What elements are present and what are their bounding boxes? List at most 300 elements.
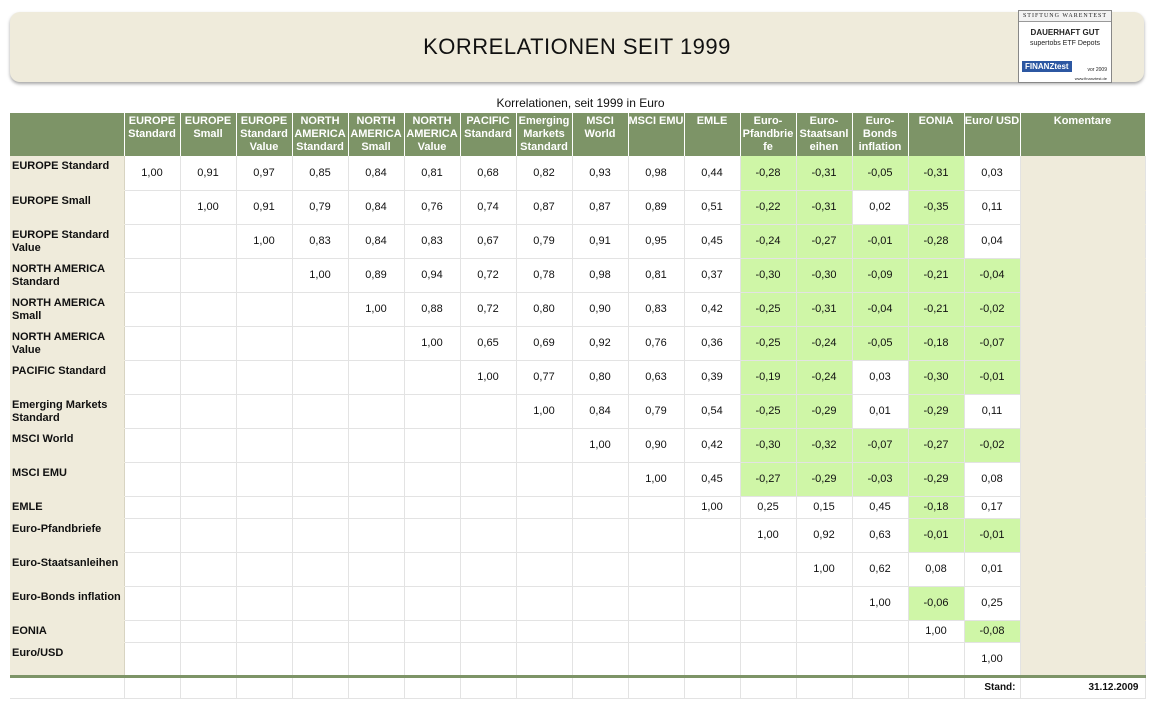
column-header: MSCI EMU	[628, 113, 684, 156]
row-label: MSCI World	[10, 428, 124, 462]
column-header: Euro/ USD	[964, 113, 1020, 156]
correlation-cell: -0,01	[908, 518, 964, 552]
correlation-cell: -0,07	[852, 428, 908, 462]
correlation-cell: -0,21	[908, 292, 964, 326]
correlation-cell: 0,83	[404, 224, 460, 258]
correlation-cell	[236, 292, 292, 326]
correlation-cell: -0,05	[852, 326, 908, 360]
correlation-cell: -0,21	[908, 258, 964, 292]
comment-cell	[1020, 496, 1145, 518]
correlation-cell: 0,97	[236, 156, 292, 190]
correlation-cell: -0,29	[908, 394, 964, 428]
correlation-cell: 0,08	[908, 552, 964, 586]
correlation-cell: -0,31	[796, 292, 852, 326]
correlation-cell	[180, 642, 236, 676]
page-title: KORRELATIONEN SEIT 1999	[423, 34, 731, 59]
correlation-cell: 1,00	[404, 326, 460, 360]
correlation-cell: 1,00	[180, 190, 236, 224]
correlation-cell: -0,24	[796, 326, 852, 360]
correlation-cell	[348, 394, 404, 428]
correlation-cell	[460, 462, 516, 496]
correlation-cell	[124, 360, 180, 394]
correlation-cell	[516, 642, 572, 676]
correlation-cell	[684, 620, 740, 642]
correlation-cell: -0,29	[908, 462, 964, 496]
correlation-cell	[180, 620, 236, 642]
correlation-cell	[460, 552, 516, 586]
correlation-cell: 1,00	[348, 292, 404, 326]
footer-cell	[740, 676, 796, 698]
correlation-cell	[124, 394, 180, 428]
row-label: EUROPE Standard	[10, 156, 124, 190]
table-row	[10, 642, 1145, 676]
correlation-cell: 0,44	[684, 156, 740, 190]
correlation-cell: 0,67	[460, 224, 516, 258]
correlation-cell	[180, 428, 236, 462]
correlation-cell	[684, 552, 740, 586]
correlation-cell: -0,27	[740, 462, 796, 496]
correlation-cell	[292, 642, 348, 676]
correlation-cell: 0,78	[516, 258, 572, 292]
correlation-cell: 0,82	[516, 156, 572, 190]
correlation-cell	[628, 496, 684, 518]
correlation-cell: 0,03	[964, 156, 1020, 190]
correlation-cell	[516, 462, 572, 496]
correlation-cell	[348, 462, 404, 496]
correlation-cell	[292, 518, 348, 552]
correlation-cell	[124, 642, 180, 676]
correlation-cell: 0,54	[684, 394, 740, 428]
header-corner	[10, 113, 124, 156]
correlation-cell	[180, 496, 236, 518]
column-header: PACIFIC Standard	[460, 113, 516, 156]
correlation-cell	[740, 642, 796, 676]
correlation-cell	[292, 462, 348, 496]
row-label: Euro-Staatsanleihen	[10, 552, 124, 586]
correlation-cell: 0,68	[460, 156, 516, 190]
correlation-cell: 0,91	[236, 190, 292, 224]
correlation-cell: 0,80	[572, 360, 628, 394]
correlation-cell: 0,84	[572, 394, 628, 428]
correlation-cell: 0,36	[684, 326, 740, 360]
column-header: NORTH AMERICA Value	[404, 113, 460, 156]
correlation-cell: 0,01	[852, 394, 908, 428]
footer-cell	[180, 676, 236, 698]
correlation-cell	[404, 360, 460, 394]
correlation-cell: -0,30	[740, 258, 796, 292]
correlation-cell: 0,62	[852, 552, 908, 586]
correlation-cell: 0,81	[404, 156, 460, 190]
correlation-cell: 1,00	[292, 258, 348, 292]
correlation-cell	[516, 586, 572, 620]
correlation-cell	[292, 360, 348, 394]
correlation-cell	[516, 496, 572, 518]
correlation-cell	[516, 552, 572, 586]
table-row	[10, 462, 1145, 496]
column-header: Emerging Markets Standard	[516, 113, 572, 156]
correlation-cell: -0,24	[740, 224, 796, 258]
correlation-cell: -0,01	[964, 518, 1020, 552]
correlation-cell: 0,17	[964, 496, 1020, 518]
correlation-cell	[124, 462, 180, 496]
correlation-cell: -0,27	[796, 224, 852, 258]
comment-cell	[1020, 586, 1145, 620]
correlation-cell	[292, 292, 348, 326]
table-row	[10, 552, 1145, 586]
correlation-cell: 0,87	[572, 190, 628, 224]
correlation-cell: 0,92	[572, 326, 628, 360]
correlation-cell: -0,27	[908, 428, 964, 462]
footer-cell	[908, 676, 964, 698]
correlation-cell: 0,42	[684, 292, 740, 326]
footer-cell	[572, 676, 628, 698]
correlation-cell	[740, 552, 796, 586]
comment-column-header: Komentare	[1020, 113, 1145, 156]
correlation-cell	[852, 620, 908, 642]
comment-cell	[1020, 190, 1145, 224]
correlation-cell	[460, 518, 516, 552]
row-label: EMLE	[10, 496, 124, 518]
correlation-cell: 0,72	[460, 292, 516, 326]
correlation-cell: 1,00	[964, 642, 1020, 676]
row-label: NORTH AMERICA Value	[10, 326, 124, 360]
correlation-cell	[236, 462, 292, 496]
correlation-cell	[124, 224, 180, 258]
correlation-cell	[180, 292, 236, 326]
correlation-cell: 0,02	[852, 190, 908, 224]
correlation-cell	[236, 552, 292, 586]
correlation-cell: 0,81	[628, 258, 684, 292]
correlation-cell: -0,22	[740, 190, 796, 224]
correlation-cell	[796, 586, 852, 620]
footer-cell	[516, 676, 572, 698]
correlation-cell	[404, 462, 460, 496]
correlation-cell: 0,94	[404, 258, 460, 292]
table-row	[10, 292, 1145, 326]
correlation-cell: -0,28	[908, 224, 964, 258]
column-header: Euro-Bonds inflation	[852, 113, 908, 156]
correlation-cell: -0,19	[740, 360, 796, 394]
correlation-cell: 0,98	[572, 258, 628, 292]
table-row	[10, 394, 1145, 428]
correlation-cell: -0,25	[740, 326, 796, 360]
correlation-cell: -0,18	[908, 326, 964, 360]
correlation-cell	[124, 586, 180, 620]
correlation-cell	[572, 620, 628, 642]
correlation-cell: -0,05	[852, 156, 908, 190]
correlation-cell: 0,98	[628, 156, 684, 190]
seal-year: vor 2009	[1087, 67, 1107, 73]
correlation-cell	[292, 552, 348, 586]
footer-cell	[460, 676, 516, 698]
column-header: NORTH AMERICA Standard	[292, 113, 348, 156]
column-header: EUROPE Standard Value	[236, 113, 292, 156]
correlation-cell	[124, 292, 180, 326]
table-row	[10, 496, 1145, 518]
correlation-cell: 0,80	[516, 292, 572, 326]
table-row	[10, 258, 1145, 292]
footer-cell	[348, 676, 404, 698]
column-header: Euro-Pfandbrie fe	[740, 113, 796, 156]
correlation-cell: -0,30	[908, 360, 964, 394]
correlation-cell	[124, 258, 180, 292]
correlation-cell	[236, 642, 292, 676]
correlation-cell	[460, 620, 516, 642]
correlation-cell: 0,79	[516, 224, 572, 258]
correlation-cell	[684, 642, 740, 676]
warentest-seal	[1018, 10, 1112, 83]
correlation-cell: 0,74	[460, 190, 516, 224]
correlation-cell	[236, 360, 292, 394]
correlation-cell: 0,63	[852, 518, 908, 552]
table-row	[10, 620, 1145, 642]
footer-cell	[10, 676, 124, 698]
correlation-cell: -0,30	[740, 428, 796, 462]
row-label: Euro/USD	[10, 642, 124, 676]
correlation-cell	[404, 620, 460, 642]
correlation-cell: 0,15	[796, 496, 852, 518]
correlation-cell: 0,92	[796, 518, 852, 552]
correlation-cell	[236, 620, 292, 642]
correlation-cell: 1,00	[908, 620, 964, 642]
header-row	[10, 113, 1145, 156]
correlation-cell: -0,09	[852, 258, 908, 292]
correlation-cell: -0,02	[964, 428, 1020, 462]
correlation-cell: -0,28	[740, 156, 796, 190]
correlation-cell	[572, 552, 628, 586]
correlation-cell: 0,25	[964, 586, 1020, 620]
correlation-cell	[628, 642, 684, 676]
correlation-cell	[292, 496, 348, 518]
correlation-cell: 1,00	[740, 518, 796, 552]
correlation-cell	[740, 620, 796, 642]
correlation-cell	[348, 496, 404, 518]
correlation-cell: 0,89	[628, 190, 684, 224]
correlation-cell	[236, 326, 292, 360]
correlation-cell: 0,11	[964, 394, 1020, 428]
column-header: EUROPE Standard	[124, 113, 180, 156]
footer-row	[10, 676, 1145, 698]
correlation-cell	[236, 258, 292, 292]
correlation-cell	[404, 394, 460, 428]
footer-cell	[796, 676, 852, 698]
correlation-cell	[404, 518, 460, 552]
table-row	[10, 428, 1145, 462]
correlation-cell	[460, 642, 516, 676]
row-label: NORTH AMERICA Small	[10, 292, 124, 326]
correlation-cell: -0,31	[908, 156, 964, 190]
column-header: NORTH AMERICA Small	[348, 113, 404, 156]
correlation-cell: -0,01	[964, 360, 1020, 394]
correlation-cell	[124, 428, 180, 462]
correlation-cell: -0,06	[908, 586, 964, 620]
table-row	[10, 224, 1145, 258]
correlation-cell: 0,65	[460, 326, 516, 360]
correlation-cell: 0,83	[292, 224, 348, 258]
correlation-cell: -0,04	[852, 292, 908, 326]
comment-cell	[1020, 620, 1145, 642]
correlation-cell: 0,91	[572, 224, 628, 258]
correlation-cell: 0,84	[348, 190, 404, 224]
correlation-cell	[236, 518, 292, 552]
comment-cell	[1020, 552, 1145, 586]
correlation-cell	[796, 642, 852, 676]
correlation-cell: -0,32	[796, 428, 852, 462]
correlation-cell: 1,00	[628, 462, 684, 496]
correlation-cell	[908, 642, 964, 676]
correlation-cell: 0,89	[348, 258, 404, 292]
correlation-cell	[180, 258, 236, 292]
correlation-cell	[180, 518, 236, 552]
correlation-cell: 0,90	[628, 428, 684, 462]
correlation-cell	[796, 620, 852, 642]
correlation-cell: -0,08	[964, 620, 1020, 642]
correlation-cell: 0,90	[572, 292, 628, 326]
correlation-cell	[684, 586, 740, 620]
column-header: EUROPE Small	[180, 113, 236, 156]
correlation-cell: -0,01	[852, 224, 908, 258]
correlation-cell: 0,79	[628, 394, 684, 428]
correlation-cell	[684, 518, 740, 552]
correlation-cell	[180, 360, 236, 394]
correlation-cell: 0,72	[460, 258, 516, 292]
table-row	[10, 518, 1145, 552]
correlation-cell: -0,29	[796, 462, 852, 496]
footer-cell	[404, 676, 460, 698]
correlation-cell	[628, 518, 684, 552]
correlation-cell: 0,11	[964, 190, 1020, 224]
comment-cell	[1020, 518, 1145, 552]
footer-cell	[684, 676, 740, 698]
correlation-cell: 0,93	[572, 156, 628, 190]
correlation-cell	[292, 394, 348, 428]
correlation-cell: 0,85	[292, 156, 348, 190]
correlation-cell: 1,00	[852, 586, 908, 620]
correlation-cell	[180, 224, 236, 258]
correlation-cell	[404, 552, 460, 586]
comment-cell	[1020, 360, 1145, 394]
seal-url: www.finanztest.de	[1074, 76, 1107, 81]
correlation-cell	[572, 496, 628, 518]
correlation-cell	[628, 586, 684, 620]
correlation-cell: 0,79	[292, 190, 348, 224]
correlation-cell	[236, 496, 292, 518]
correlation-cell	[180, 394, 236, 428]
correlation-cell	[236, 586, 292, 620]
correlation-table	[10, 113, 1146, 699]
correlation-cell	[460, 586, 516, 620]
correlation-cell	[124, 326, 180, 360]
correlation-cell	[348, 518, 404, 552]
correlation-cell	[348, 326, 404, 360]
correlation-cell: 0,04	[964, 224, 1020, 258]
table-row	[10, 190, 1145, 224]
seal-org: STIFTUNG WARENTEST	[1019, 11, 1111, 22]
correlation-cell: 0,01	[964, 552, 1020, 586]
correlation-cell	[348, 586, 404, 620]
correlation-cell: -0,25	[740, 394, 796, 428]
correlation-cell: 0,25	[740, 496, 796, 518]
correlation-cell: 0,37	[684, 258, 740, 292]
table-row	[10, 586, 1145, 620]
correlation-cell: 0,83	[628, 292, 684, 326]
correlation-cell	[180, 462, 236, 496]
correlation-cell	[348, 428, 404, 462]
correlation-cell: 0,51	[684, 190, 740, 224]
correlation-cell	[180, 326, 236, 360]
footer-date: 31.12.2009	[1020, 676, 1145, 698]
correlation-cell: 0,45	[684, 462, 740, 496]
table-row	[10, 360, 1145, 394]
correlation-cell: 1,00	[460, 360, 516, 394]
correlation-cell: -0,35	[908, 190, 964, 224]
correlation-cell: -0,29	[796, 394, 852, 428]
column-header: EMLE	[684, 113, 740, 156]
correlation-cell	[124, 518, 180, 552]
correlation-cell: 0,03	[852, 360, 908, 394]
correlation-cell	[348, 360, 404, 394]
correlation-cell: 0,69	[516, 326, 572, 360]
correlation-cell: -0,02	[964, 292, 1020, 326]
comment-cell	[1020, 258, 1145, 292]
row-label: PACIFIC Standard	[10, 360, 124, 394]
correlation-cell	[740, 586, 796, 620]
comment-cell	[1020, 292, 1145, 326]
footer-cell	[628, 676, 684, 698]
correlation-cell: 0,76	[404, 190, 460, 224]
correlation-cell	[124, 190, 180, 224]
comment-cell	[1020, 326, 1145, 360]
correlation-cell: 0,87	[516, 190, 572, 224]
comment-cell	[1020, 428, 1145, 462]
row-label: MSCI EMU	[10, 462, 124, 496]
correlation-cell	[404, 586, 460, 620]
correlation-cell	[516, 518, 572, 552]
correlation-cell	[124, 552, 180, 586]
correlation-cell: 0,45	[852, 496, 908, 518]
correlation-cell	[124, 620, 180, 642]
correlation-cell: -0,18	[908, 496, 964, 518]
correlation-cell: 0,45	[684, 224, 740, 258]
footer-cell	[124, 676, 180, 698]
row-label: Euro-Bonds inflation	[10, 586, 124, 620]
correlation-cell	[404, 496, 460, 518]
row-label: EUROPE Standard Value	[10, 224, 124, 258]
correlation-cell	[404, 428, 460, 462]
footer-cell	[292, 676, 348, 698]
correlation-cell: 0,95	[628, 224, 684, 258]
table-caption: Korrelationen, seit 1999 in Euro	[496, 96, 665, 110]
correlation-cell	[180, 586, 236, 620]
correlation-cell: 0,84	[348, 156, 404, 190]
correlation-cell	[572, 642, 628, 676]
table-row	[10, 326, 1145, 360]
correlation-cell: 1,00	[572, 428, 628, 462]
correlation-cell: 0,77	[516, 360, 572, 394]
correlation-cell	[348, 552, 404, 586]
correlation-cell	[572, 518, 628, 552]
correlation-cell: 1,00	[684, 496, 740, 518]
table-body	[10, 156, 1145, 698]
correlation-cell	[236, 394, 292, 428]
correlation-cell	[628, 552, 684, 586]
comment-cell	[1020, 224, 1145, 258]
correlation-cell	[516, 620, 572, 642]
correlation-cell: -0,04	[964, 258, 1020, 292]
correlation-cell	[852, 642, 908, 676]
comment-cell	[1020, 462, 1145, 496]
correlation-cell: -0,07	[964, 326, 1020, 360]
